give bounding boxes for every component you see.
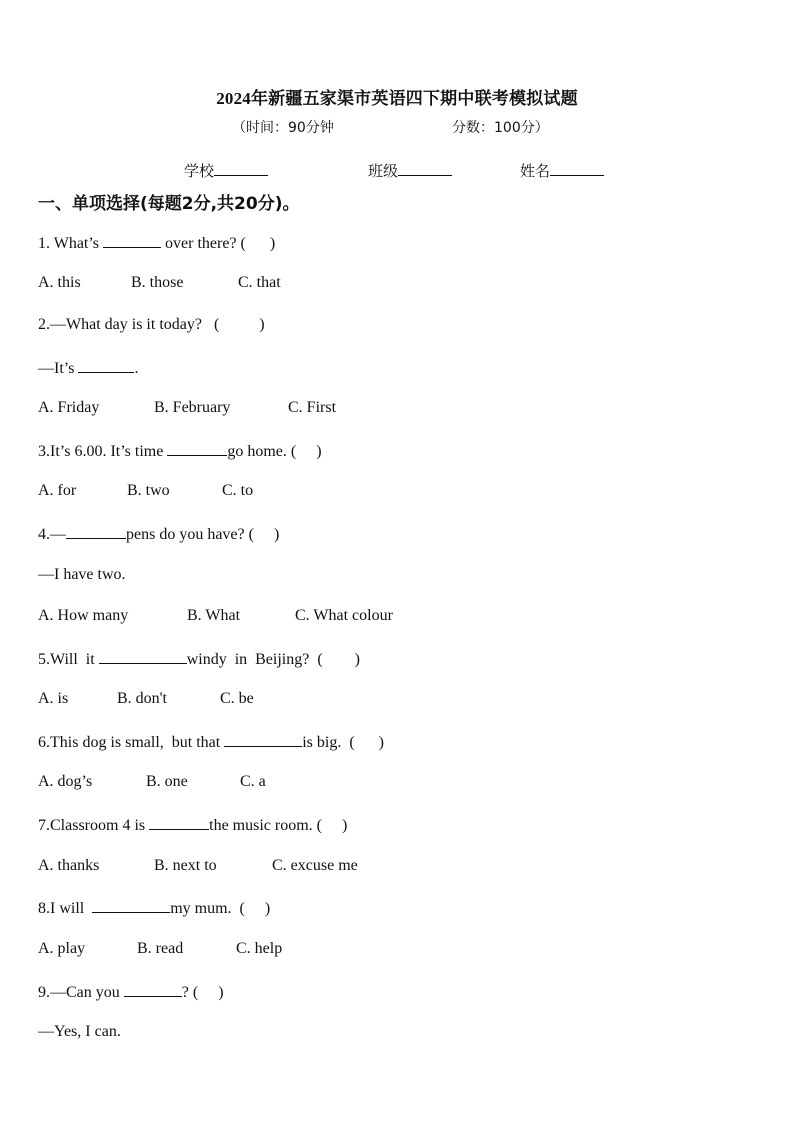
q4-option-c[interactable]: C. What colour [295,607,393,624]
q9-text-post: ? ( ) [181,984,224,1001]
question-8 [38,898,270,918]
q7-text-pre: 7.Classroom 4 is [38,817,150,834]
q6-option-b[interactable]: B. one [146,773,188,790]
q8-option-a[interactable]: A. play [38,940,86,957]
q1-blank[interactable] [103,233,161,248]
q7-option-a[interactable]: A. thanks [38,857,100,874]
question-9 [38,982,224,1002]
q1-option-b[interactable]: B. those [131,274,184,291]
q5-blank[interactable] [99,649,187,664]
q2-option-c[interactable]: C. First [288,399,337,416]
q8-option-b[interactable]: B. read [137,940,184,957]
school-label: 学校 [184,162,215,180]
q2-blank[interactable] [78,358,134,373]
question-7 [38,815,347,835]
q2-line2-post: . [134,360,139,377]
question-6 [38,732,384,752]
q8-blank[interactable] [92,898,170,913]
q6-text-pre: 6.This dog is small, but that [38,734,225,751]
q4-blank[interactable] [66,524,126,539]
q9-answer-line: —Yes, I can. [38,1023,121,1040]
q5-option-b[interactable]: B. don't [117,690,167,707]
q8-options [38,940,282,958]
q4-answer-line: —I have two. [38,566,126,583]
q2-options [38,399,336,417]
q8-text-post: my mum. ( ) [170,900,271,917]
q1-options [38,274,281,292]
q8-text-pre: 8.I will [38,900,93,917]
q1-option-c[interactable]: C. that [238,274,281,291]
q2-answer-line [38,358,138,378]
q3-text-post: go home. ( ) [227,443,322,460]
q2-option-b[interactable]: B. February [154,399,231,416]
exam-title: 2024年新疆五家渠市英语四下期中联考模拟试题 [216,89,578,108]
name-label: 姓名 [520,162,551,180]
q7-option-b[interactable]: B. next to [154,857,217,874]
q4-option-b[interactable]: B. What [187,607,241,624]
q3-blank[interactable] [167,441,227,456]
q3-option-a[interactable]: A. for [38,482,77,499]
class-label: 班级 [368,162,399,180]
q6-text-post: is big. ( ) [302,734,384,751]
school-field[interactable] [184,160,268,181]
q5-text-post: windy in Beijing? ( ) [186,651,360,668]
section-heading: 一、单项选择(每题2分,共20分)。 [38,194,300,214]
q6-option-c[interactable]: C. a [240,773,266,790]
q6-option-a[interactable]: A. dog’s [38,773,93,790]
q9-blank[interactable] [124,982,182,997]
name-blank[interactable] [550,161,604,176]
q5-options [38,690,254,708]
school-blank[interactable] [214,161,268,176]
name-field[interactable] [520,160,604,181]
q6-options [38,773,266,791]
q8-option-c[interactable]: C. help [236,940,283,957]
q3-options [38,482,253,500]
q5-text-pre: 5.Will it [38,651,99,668]
question-5 [38,649,360,669]
q4-text-post: pens do you have? ( ) [126,526,280,543]
q3-text-pre: 3.It’s 6.00. It’s time [38,443,168,460]
q9-text-pre: 9.—Can you [38,984,124,1001]
q7-options [38,857,358,875]
question-1 [38,233,275,253]
q6-blank[interactable] [224,732,302,747]
exam-score: 分数：100分） [452,120,549,136]
class-blank[interactable] [398,161,452,176]
question-4 [38,524,279,544]
q1-text-post: over there? ( ) [161,235,276,252]
q1-text-pre: 1. What’s [38,235,104,252]
question-3 [38,441,322,461]
class-field[interactable] [368,160,452,181]
q7-text-post: the music room. ( ) [209,817,348,834]
q4-option-a[interactable]: A. How many [38,607,129,624]
q3-option-c[interactable]: C. to [222,482,254,499]
q2-line2-pre: —It’s [38,360,79,377]
q3-option-b[interactable]: B. two [127,482,170,499]
q7-blank[interactable] [149,815,209,830]
question-2: 2.—What day is it today? ( ) [38,316,265,333]
q1-option-a[interactable]: A. this [38,274,81,291]
q5-option-c[interactable]: C. be [220,690,254,707]
q4-options [38,607,393,625]
q7-option-c[interactable]: C. excuse me [272,857,358,874]
q5-option-a[interactable]: A. is [38,690,69,707]
exam-time: （时间：90分钟 [232,120,334,136]
q4-text-pre: 4.— [38,526,66,543]
q2-option-a[interactable]: A. Friday [38,399,100,416]
